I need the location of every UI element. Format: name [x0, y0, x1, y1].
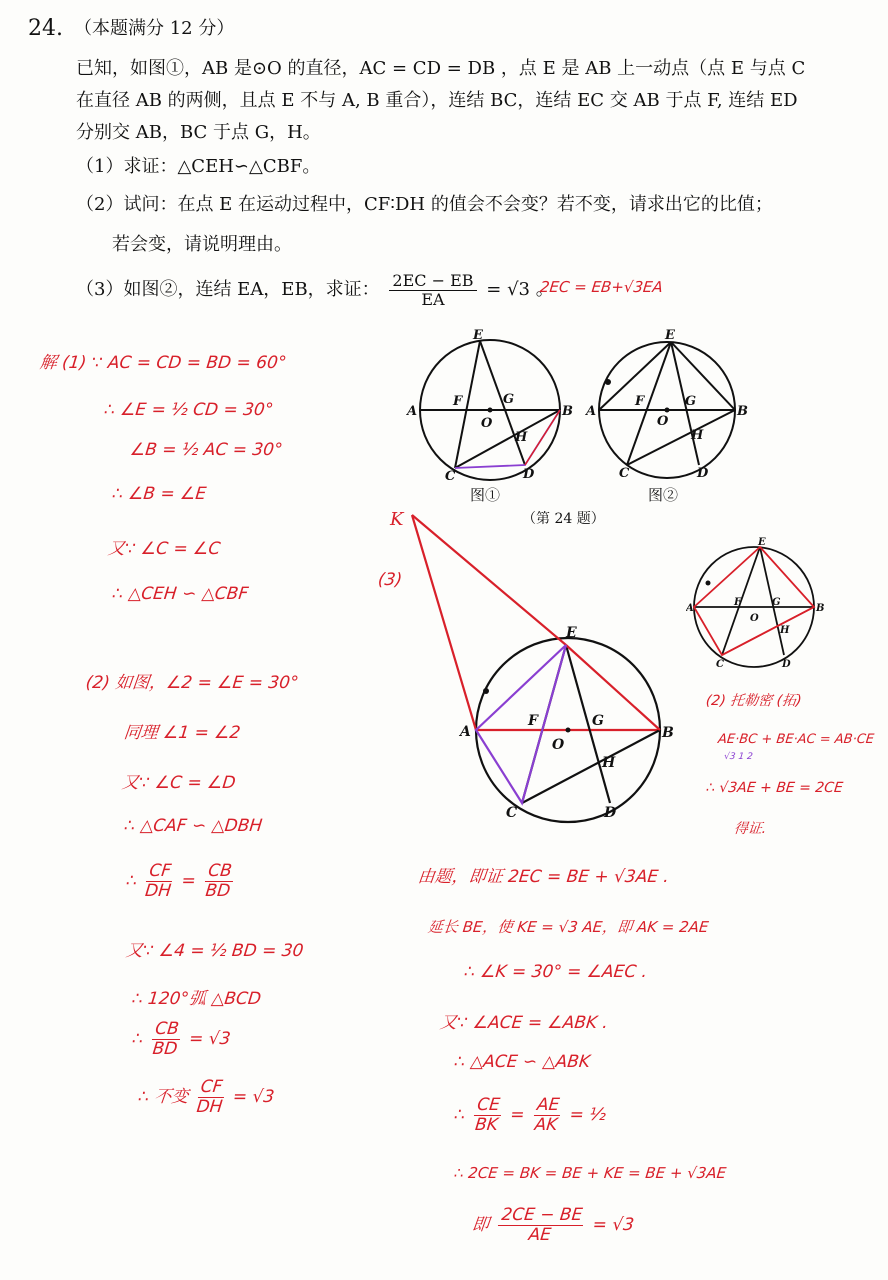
- problem-line-1: 已知，如图①，AB 是⊙O 的直径，AC = CD = DB ，点 E 是 AB 上一动点（点 E 与点 C: [76, 58, 806, 79]
- hw-sol1-line1: 解 (1) ∵ AC = CD = BD = 60°: [38, 353, 288, 373]
- hw-ptolemy-3: √3 1 2: [723, 752, 754, 762]
- hw-sol1-line5: 又∵ ∠C = ∠C: [106, 539, 222, 559]
- hw-frac-cf2-den: DH: [195, 1096, 224, 1117]
- big-label-a: A: [460, 724, 471, 740]
- big-line-bc: [522, 730, 660, 803]
- hw-frac-cf2-num: CF: [198, 1078, 226, 1098]
- big-label-c: C: [506, 805, 518, 821]
- hw-sol3-line7: ∴ 2CE = BK = BE + KE = BE + √3AE: [453, 1164, 728, 1182]
- problem-line-3: 分别交 AB，BC 于点 G，H。: [76, 122, 321, 143]
- hw-sol2-line2: 同理 ∠1 = ∠2: [122, 723, 242, 743]
- big-center-dot: [566, 728, 571, 733]
- hw-sol3-line8: [470, 1206, 636, 1244]
- fig2-center-dot: [665, 408, 670, 413]
- fig2-label-o: O: [657, 414, 669, 429]
- fig1-label-h: H: [515, 430, 528, 445]
- problem-number: [28, 16, 63, 42]
- hw-sol2-line6: 又∵ ∠4 = ½ BD = 30: [124, 941, 305, 961]
- hw-sol3-line5: ∴ △ACE ∽ △ABK: [452, 1052, 592, 1072]
- question-caption: （第 24 题）: [522, 511, 605, 527]
- problem-number-text: 24.: [28, 16, 63, 41]
- big-label-k: K: [390, 509, 404, 530]
- big-line-ke: [412, 515, 566, 645]
- fig2-label-b: B: [737, 404, 748, 419]
- hw-diagram-part3: [380, 505, 680, 825]
- hw-sol1-line2: ∴ ∠E = ½ CD = 30°: [102, 400, 275, 420]
- small-label-c: C: [716, 659, 724, 670]
- question-2a: （2）试问：在点 E 在运动过程中，CF∶DH 的值会不会变？若不变，请求出它的比值；: [76, 194, 773, 215]
- question-3-fraction: [389, 272, 476, 308]
- hw-sol3-line3: ∴ ∠K = 30° = ∠AEC .: [462, 962, 649, 982]
- big-label-h: H: [602, 755, 616, 771]
- hw-sol2-line8: [130, 1020, 233, 1058]
- hw-frac-cf2-tail: = √3: [231, 1087, 276, 1108]
- hw-frac-cf-den: DH: [144, 880, 173, 901]
- printed-figures: [395, 325, 775, 505]
- hw-frac-cf-num: CF: [146, 862, 174, 882]
- big-label-g: G: [592, 713, 604, 729]
- big-label-d: D: [604, 805, 617, 821]
- small-label-b: B: [816, 603, 825, 614]
- hw-ptolemy-5: 得证.: [733, 821, 768, 837]
- fig1-label-a: A: [407, 404, 418, 419]
- hw-sol3-therefore: ∴: [452, 1105, 466, 1126]
- question-1: （1）求证：△CEH∽△CBF。: [76, 156, 321, 177]
- hw-ptolemy-1: (2) 托勒密 (拓): [705, 693, 803, 709]
- hw-sol3-line1: 由题，即证 2EC = BE + √3AE .: [416, 867, 670, 887]
- small-label-e: E: [758, 537, 766, 548]
- fig1-label-f: F: [453, 394, 463, 409]
- hw-sol2-therefore-2: ∴: [130, 1029, 144, 1050]
- hw-frac-cf-dh: [144, 862, 174, 900]
- hw-sol2-line3: 又∵ ∠C = ∠D: [120, 773, 237, 793]
- big-line-ka: [412, 515, 476, 730]
- hw-frac-ae-ak: [532, 1096, 562, 1134]
- question-2b: 若会变，请说明理由。: [112, 234, 292, 255]
- small-label-h: H: [780, 625, 790, 636]
- small-point-dot: [706, 581, 711, 586]
- hw-frac-cf-tail: =: [180, 871, 197, 892]
- big-label-b: B: [662, 725, 674, 741]
- hw-frac-cb2-num: CB: [152, 1020, 182, 1040]
- hw-sol2-therefore-1: ∴: [124, 871, 138, 892]
- hw-frac-final-num: 2CE − BE: [498, 1206, 585, 1226]
- problem-line-2: 在直径 AB 的两侧，且点 E 不与 A, B 重合），连结 BC，连结 EC 交 AB 于点 F, 连结 ED: [76, 90, 798, 111]
- hw-sol2-conclusion: ∴ 不变: [136, 1087, 190, 1108]
- fig1-label-g: G: [503, 392, 515, 407]
- big-point-dot: [483, 688, 489, 694]
- hw-frac-ce-num: CE: [474, 1096, 503, 1116]
- fig2-point-dot: [605, 379, 611, 385]
- question-3-numerator: 2EC − EB: [389, 272, 476, 291]
- fig1-caption: 图①: [470, 486, 501, 504]
- hw-frac-cb-bd-2: [150, 1020, 182, 1058]
- hw-frac-cb-den: BD: [204, 880, 232, 901]
- hw-frac-ce-mid: =: [509, 1105, 526, 1126]
- fig1-label-b: B: [562, 404, 573, 419]
- question-3-suffix: = √3 。: [486, 279, 554, 301]
- big-label-o: O: [552, 737, 565, 753]
- small-label-a: A: [686, 603, 694, 614]
- hw-sol3-label: (3): [376, 570, 404, 590]
- hw-frac-ce-bk: [472, 1096, 503, 1134]
- hw-frac-final-den: AE: [527, 1224, 553, 1245]
- fig2-caption: 图②: [648, 486, 679, 504]
- fig2-label-h: H: [691, 428, 704, 443]
- small-label-f: F: [734, 597, 742, 608]
- fig2-label-a: A: [586, 404, 597, 419]
- big-label-e: E: [566, 625, 577, 641]
- hw-sol1-line4: ∴ ∠B = ∠E: [110, 484, 208, 504]
- fig1-center-dot: [488, 408, 493, 413]
- fig2-label-e: E: [665, 328, 675, 343]
- small-label-d: D: [782, 659, 791, 670]
- hw-sol3-line6: [452, 1096, 608, 1134]
- hw-frac-cb2-den: BD: [151, 1038, 179, 1059]
- hw-sol3-line4: 又∵ ∠ACE = ∠ABK .: [438, 1013, 610, 1033]
- question-3: [76, 272, 554, 308]
- fig1-label-c: C: [445, 469, 456, 484]
- fig2-label-c: C: [619, 466, 630, 481]
- hw-sol3-line2: 延长 BE，使 KE = √3 AE，即 AK = 2AE: [427, 918, 710, 936]
- small-label-g: G: [772, 597, 781, 608]
- hw-sol2-line1: (2) 如图，∠2 = ∠E = 30°: [84, 673, 300, 693]
- fig1-label-d: D: [523, 467, 535, 482]
- hw-frac-cb-bd: [203, 862, 235, 900]
- big-label-f: F: [528, 713, 538, 729]
- hw-sol2-line7: ∴ 120°弧 △BCD: [130, 989, 263, 1009]
- fig1-label-e: E: [473, 328, 483, 343]
- hw-frac-ce-den: BK: [474, 1114, 500, 1135]
- problem-score: （本题满分 12 分）: [74, 18, 235, 39]
- hw-frac-ce-tail: = ½: [568, 1105, 607, 1126]
- fig2-label-g: G: [685, 394, 697, 409]
- hw-frac-ae-den: AK: [533, 1114, 559, 1135]
- hw-diagram-small: [686, 535, 836, 675]
- hw-sol2-line5: [124, 862, 239, 900]
- hw-sol1-line6: ∴ △CEH ∽ △CBF: [110, 584, 250, 604]
- question-3-prefix: （3）如图②，连结 EA，EB，求证：: [76, 279, 380, 301]
- fig2-label-f: F: [635, 394, 645, 409]
- hw-frac-ae-num: AE: [534, 1096, 562, 1116]
- hw-ptolemy-2: AE·BC + BE·AC = AB·CE: [717, 732, 875, 747]
- hw-ptolemy-4: ∴ √3AE + BE = 2CE: [705, 780, 844, 796]
- hw-sol2-line4: ∴ △CAF ∽ △DBH: [122, 816, 264, 836]
- fig1-label-o: O: [481, 416, 493, 431]
- small-label-o: O: [750, 613, 759, 624]
- big-line-eb: [566, 645, 660, 730]
- hw-sol3-ji: 即: [470, 1215, 491, 1236]
- fig2-label-d: D: [697, 466, 709, 481]
- hw-frac-final-tail: = √3: [591, 1215, 636, 1236]
- hw-sol2-line9: [136, 1078, 276, 1116]
- hw-sol1-line3: ∠B = ½ AC = 30°: [128, 440, 284, 460]
- question-3-denominator: EA: [421, 289, 445, 309]
- hw-frac-cb-num: CB: [205, 862, 235, 882]
- hw-top-right: 2EC = EB+√3EA: [539, 278, 664, 296]
- hw-frac-final: [496, 1206, 585, 1244]
- hw-frac-cf-dh-2: [196, 1078, 226, 1116]
- hw-frac-cb2-tail: = √3: [188, 1029, 232, 1050]
